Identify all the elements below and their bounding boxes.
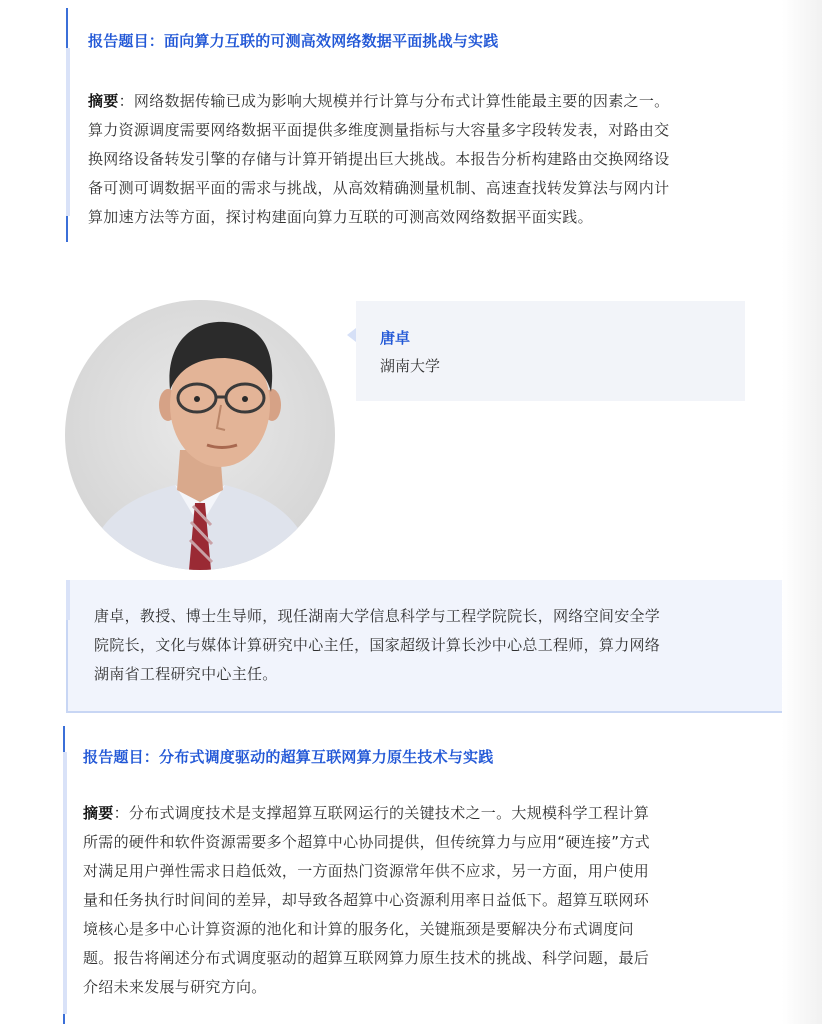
talk-2-section [63,726,783,1024]
abstract-line: 介绍未来发展与研究方向。 [83,978,267,996]
talk-2-abstract [83,799,773,1002]
bio-line: 唐卓，教授、博士生导师，现任湖南大学信息科学与工程学院院长，网络空间安全学 [94,607,661,625]
speaker-affiliation: 湖南大学 [380,357,441,375]
abstract-line: 换网络设备转发引擎的存储与计算开销提出巨大挑战。本报告分析构建路由交换网络设 [88,150,670,168]
talk-1-section [66,0,776,242]
talk-1-abstract [88,87,768,232]
section-accent-bar [63,752,67,1014]
abstract-line: 对满足用户弹性需求日趋低效，一方面热门资源常年供不应求，另一方面，用户使用 [83,862,650,880]
abstract-line: 题。报告将阐述分布式调度驱动的超算互联网算力原生技术的挑战、科学问题，最后 [83,949,650,967]
speaker-avatar [65,300,335,570]
abstract-line: 算加速方法等方面，探讨构建面向算力互联的可测高效网络数据平面实践。 [88,208,593,226]
bio-bottom-line [66,711,782,713]
speaker-bio-box [66,580,782,713]
page-edge-shadow [782,0,822,1024]
bio-line: 湖南省工程研究中心主任。 [94,665,278,683]
abstract-line: 摘要：网络数据传输已成为影响大规模并行计算与分布式计算性能最主要的因素之一。 [88,92,670,110]
speaker-card-pointer [347,328,356,342]
speaker-bio [94,602,754,689]
abstract-line: 备可测可调数据平面的需求与挑战，从高效精确测量机制、高速查找转发算法与网内计 [88,179,670,197]
abstract-line: 算力资源调度需要网络数据平面提供多维度测量指标与大容量多字段转发表，对路由交 [88,121,670,139]
abstract-line: 摘要：分布式调度技术是支撑超算互联网运行的关键技术之一。大规模科学工程计算 [83,804,650,822]
abstract-line: 量和任务执行时间间的差异，却导致各超算中心资源利用率日益低下。超算互联网环 [83,891,650,909]
speaker-name: 唐卓 [380,329,411,347]
speaker-portrait-illustration [65,300,335,570]
abstract-line: 所需的硬件和软件资源需要多个超算中心协同提供，但传统算力与应用“硬连接”方式 [83,833,650,851]
bio-accent-bar [66,580,70,620]
speaker-card [356,301,745,401]
abstract-line: 境核心是多中心计算资源的池化和计算的服务化，关键瓶颈是要解决分布式调度问 [83,920,634,938]
abstract-label: 摘要 [83,804,114,822]
talk-2-title: 报告题目：分布式调度驱动的超算互联网算力原生技术与实践 [83,748,494,766]
section-accent-bar [66,48,70,216]
bio-line: 院院长，文化与媒体计算研究中心主任，国家超级计算长沙中心总工程师，算力网络 [94,636,661,654]
talk-1-title: 报告题目：面向算力互联的可测高效网络数据平面挑战与实践 [88,32,499,50]
abstract-label: 摘要 [88,92,119,110]
